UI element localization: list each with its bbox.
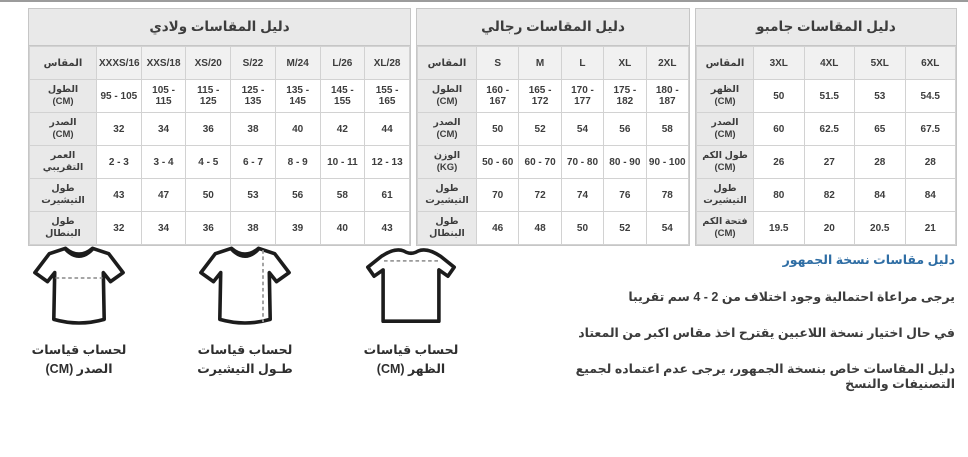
note-line: في حال اختيار نسخة اللاعبين يقترح اخذ مقاس اكبر من المعتاد: [578, 326, 955, 340]
tshirt-back-diagram: [346, 242, 476, 380]
row-label: الصدر (CM): [697, 113, 754, 146]
size-value-cell: 78: [646, 179, 688, 212]
size-value-cell: 50: [477, 113, 519, 146]
row-label: الصدر (CM): [30, 113, 97, 146]
size-value-cell: 38: [231, 113, 276, 146]
size-value-cell: 76: [604, 179, 646, 212]
table-row: [418, 179, 689, 212]
size-value-cell: 12 - 13: [365, 146, 410, 179]
row-label: طول التيشيرت: [418, 179, 477, 212]
size-column-header: S/22: [231, 47, 276, 80]
size-table-grid: [696, 46, 956, 245]
notes-block: [510, 252, 955, 412]
size-value-cell: 58: [320, 179, 365, 212]
size-value-cell: 60 - 70: [519, 146, 561, 179]
table-title: دليل المقاسات رجالي: [417, 9, 689, 46]
size-column-header: S: [477, 47, 519, 80]
size-value-cell: 50: [754, 80, 805, 113]
size-column-header: XL/28: [365, 47, 410, 80]
table-row: [30, 179, 410, 212]
table-row: [697, 179, 956, 212]
table-row: [30, 146, 410, 179]
diagram-caption: [346, 341, 476, 380]
size-value-cell: 42: [320, 113, 365, 146]
row-label: طول التيشيرت: [30, 179, 97, 212]
size-value-cell: 160 - 167: [477, 80, 519, 113]
size-value-cell: 3 - 4: [141, 146, 186, 179]
size-value-cell: 21: [905, 212, 956, 245]
size-value-cell: 80 - 90: [604, 146, 646, 179]
size-value-cell: 43: [97, 179, 142, 212]
size-value-cell: 180 - 187: [646, 80, 688, 113]
size-value-cell: 53: [231, 179, 276, 212]
size-value-cell: 4 - 5: [186, 146, 231, 179]
size-value-cell: 2 - 3: [97, 146, 142, 179]
size-value-cell: 165 - 172: [519, 80, 561, 113]
note-line: دليل المقاسات خاص بنسخة الجمهور، يرجى عدم اعتماده لجميع التصنيفات والنسخ: [575, 362, 955, 391]
size-value-cell: 36: [186, 212, 231, 245]
size-column-header: M/24: [275, 47, 320, 80]
size-value-cell: 44: [365, 113, 410, 146]
size-value-cell: 40: [320, 212, 365, 245]
row-label: طول الكم (CM): [697, 146, 754, 179]
size-column-header: 3XL: [754, 47, 805, 80]
size-value-cell: 38: [231, 212, 276, 245]
size-value-cell: 105 - 115: [141, 80, 186, 113]
table-row: [418, 146, 689, 179]
size-value-cell: 115 - 125: [186, 80, 231, 113]
size-value-cell: 34: [141, 212, 186, 245]
size-value-cell: 39: [275, 212, 320, 245]
size-value-cell: 82: [804, 179, 855, 212]
size-value-cell: 155 - 165: [365, 80, 410, 113]
notes-heading: دليل مقاسات نسخة الجمهور: [782, 253, 955, 267]
size-value-cell: 145 - 155: [320, 80, 365, 113]
size-column-header: XL: [604, 47, 646, 80]
size-value-cell: 54: [646, 212, 688, 245]
table-row: [418, 212, 689, 245]
size-value-cell: 84: [855, 179, 906, 212]
row-label: العمر التقريبي: [30, 146, 97, 179]
size-column-header: M: [519, 47, 561, 80]
size-value-cell: 10 - 11: [320, 146, 365, 179]
size-value-cell: 95 - 105: [97, 80, 142, 113]
size-value-cell: 80: [754, 179, 805, 212]
size-value-cell: 36: [186, 113, 231, 146]
size-value-cell: 52: [604, 212, 646, 245]
size-label-header: المقاس: [697, 47, 754, 80]
row-label: فتحة الكم (CM): [697, 212, 754, 245]
size-value-cell: 135 - 145: [275, 80, 320, 113]
size-value-cell: 32: [97, 113, 142, 146]
size-label-header: المقاس: [418, 47, 477, 80]
table-row: [30, 80, 410, 113]
size-column-header: 5XL: [855, 47, 906, 80]
table-row: [697, 146, 956, 179]
row-label: طول البنطال: [418, 212, 477, 245]
size-value-cell: 50: [186, 179, 231, 212]
size-column-header: L: [561, 47, 603, 80]
size-value-cell: 27: [804, 146, 855, 179]
size-column-header: 6XL: [905, 47, 956, 80]
tshirt-front-icon: [22, 242, 136, 332]
size-value-cell: 46: [477, 212, 519, 245]
size-value-cell: 70 - 80: [561, 146, 603, 179]
size-value-cell: 34: [141, 113, 186, 146]
size-value-cell: 62.5: [804, 113, 855, 146]
size-table-kids: [28, 8, 411, 246]
row-label: الطول (CM): [418, 80, 477, 113]
size-value-cell: 58: [646, 113, 688, 146]
size-column-header: XXXS/16: [97, 47, 142, 80]
size-value-cell: 48: [519, 212, 561, 245]
size-value-cell: 56: [604, 113, 646, 146]
size-value-cell: 67.5: [905, 113, 956, 146]
size-value-cell: 54.5: [905, 80, 956, 113]
table-row: [418, 80, 689, 113]
table-title: دليل المقاسات ولادي: [29, 9, 410, 46]
size-table-grid: [417, 46, 689, 245]
caption-line-2: طـول التيشيرت: [197, 362, 293, 377]
tshirt-front-icon: [188, 242, 302, 332]
size-value-cell: 175 - 182: [604, 80, 646, 113]
size-value-cell: 28: [905, 146, 956, 179]
table-row: [30, 113, 410, 146]
row-label: طول البنطال: [30, 212, 97, 245]
size-column-header: 4XL: [804, 47, 855, 80]
size-value-cell: 84: [905, 179, 956, 212]
size-value-cell: 20.5: [855, 212, 906, 245]
size-value-cell: 19.5: [754, 212, 805, 245]
tshirt-back-icon: [354, 242, 468, 332]
size-table-jumbo: [695, 8, 957, 246]
size-value-cell: 52: [519, 113, 561, 146]
size-column-header: 2XL: [646, 47, 688, 80]
size-value-cell: 50: [561, 212, 603, 245]
table-row: [418, 113, 689, 146]
caption-line-1: لحساب قياسات: [363, 343, 459, 357]
row-label: الوزن (KG): [418, 146, 477, 179]
row-label: الطول (CM): [30, 80, 97, 113]
size-table-mens: [416, 8, 690, 246]
size-value-cell: 32: [97, 212, 142, 245]
size-value-cell: 28: [855, 146, 906, 179]
size-value-cell: 170 - 177: [561, 80, 603, 113]
caption-line-1: لحساب قياسات: [197, 343, 293, 357]
size-value-cell: 50 - 60: [477, 146, 519, 179]
size-label-header: المقاس: [30, 47, 97, 80]
size-value-cell: 125 - 135: [231, 80, 276, 113]
size-value-cell: 26: [754, 146, 805, 179]
caption-line-2: الصدر (CM): [45, 362, 113, 377]
size-value-cell: 60: [754, 113, 805, 146]
tshirt-length-diagram: [180, 242, 310, 380]
size-value-cell: 61: [365, 179, 410, 212]
size-value-cell: 72: [519, 179, 561, 212]
size-column-header: XXS/18: [141, 47, 186, 80]
caption-line-1: لحساب قياسات: [31, 343, 127, 357]
note-line: يرجى مراعاة احتمالية وجود اختلاف من 2 - 4 سم تقريبا: [628, 290, 955, 304]
table-row: [697, 113, 956, 146]
size-value-cell: 65: [855, 113, 906, 146]
size-value-cell: 43: [365, 212, 410, 245]
measurement-diagrams: [14, 242, 476, 380]
size-value-cell: 20: [804, 212, 855, 245]
row-label: طول التيشيرت: [697, 179, 754, 212]
size-value-cell: 6 - 7: [231, 146, 276, 179]
row-label: الظهر (CM): [697, 80, 754, 113]
size-value-cell: 40: [275, 113, 320, 146]
size-value-cell: 70: [477, 179, 519, 212]
size-value-cell: 56: [275, 179, 320, 212]
row-label: الصدر (CM): [418, 113, 477, 146]
table-row: [30, 212, 410, 245]
diagram-caption: [14, 341, 144, 380]
tshirt-chest-diagram: [14, 242, 144, 380]
size-value-cell: 8 - 9: [275, 146, 320, 179]
size-table-grid: [29, 46, 410, 245]
size-value-cell: 74: [561, 179, 603, 212]
size-value-cell: 53: [855, 80, 906, 113]
size-column-header: XS/20: [186, 47, 231, 80]
diagram-caption: [180, 341, 310, 380]
size-value-cell: 51.5: [804, 80, 855, 113]
bottom-section: [0, 242, 968, 452]
size-value-cell: 47: [141, 179, 186, 212]
size-tables-row: [28, 8, 957, 246]
table-row: [697, 80, 956, 113]
table-row: [697, 212, 956, 245]
size-column-header: L/26: [320, 47, 365, 80]
size-value-cell: 90 - 100: [646, 146, 688, 179]
size-value-cell: 54: [561, 113, 603, 146]
table-title: دليل المقاسات جامبو: [696, 9, 956, 46]
caption-line-2: الظهر (CM): [376, 362, 446, 377]
